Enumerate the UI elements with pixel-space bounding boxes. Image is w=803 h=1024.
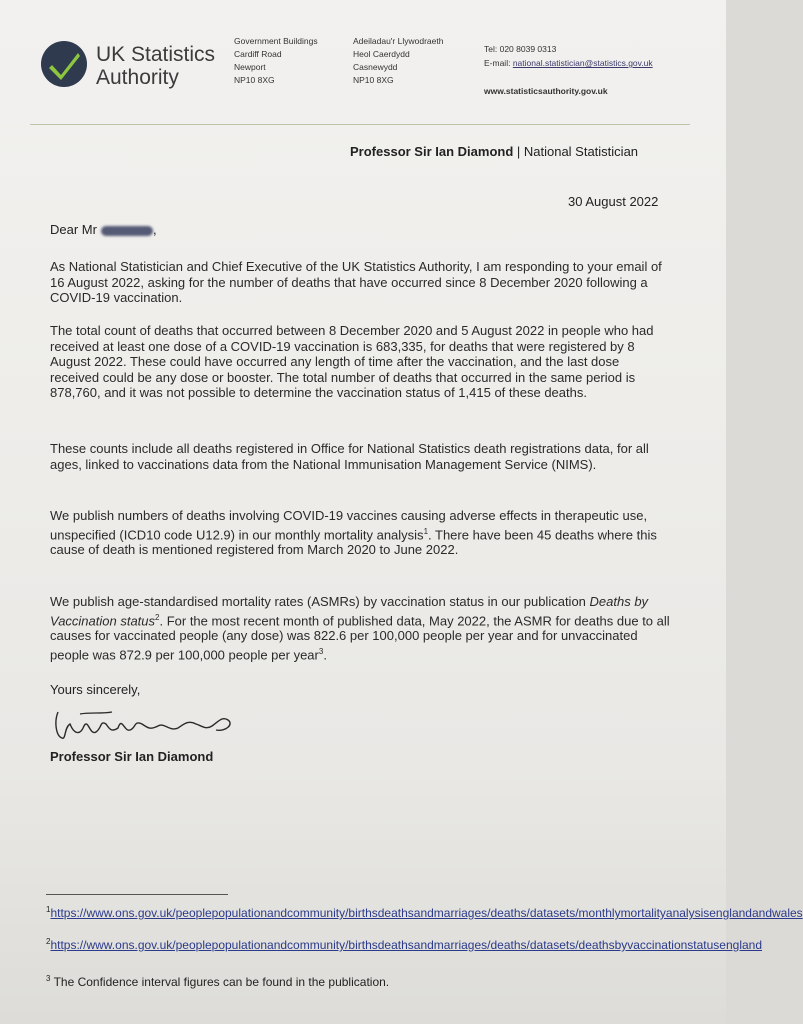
salutation-text: Dear Mr	[50, 222, 97, 237]
paragraph-1: As National Statistician and Chief Executive of the UK Statistics Authority, I am responding to your email of 16 August 2022, asking for the number of deaths that have occurred since 8 December 2020 following a COVID-19 vaccination.	[50, 259, 662, 305]
address-line: Government Buildings	[234, 36, 318, 46]
footnote-number: 1	[46, 905, 51, 914]
footnote-ref-2: 2	[155, 612, 160, 622]
address-line: NP10 8XG	[353, 75, 394, 85]
contact-details	[484, 42, 653, 70]
sender-heading	[350, 144, 638, 159]
telephone: Tel: 020 8039 0313	[484, 44, 557, 54]
website-link[interactable]: www.statisticsauthority.gov.uk	[484, 86, 608, 96]
address-line: Casnewydd	[353, 62, 398, 72]
email-link[interactable]: national.statistician@statistics.gov.uk	[512, 58, 653, 68]
footnote-3-text: The Confidence interval figures can be found in the publication.	[50, 975, 390, 989]
letter-date: 30 August 2022	[568, 194, 659, 209]
uk-statistics-authority-logo	[40, 40, 88, 88]
closing: Yours sincerely,	[50, 682, 141, 697]
address-welsh	[353, 35, 443, 87]
paragraph-4-text-end: . There have been 45 deaths where this cause of death is mentioned registered from March 2020 to June 2022.	[50, 526, 657, 558]
paragraph-5-text-end: .	[323, 647, 327, 663]
sender-name: Professor Sir Ian Diamond	[350, 144, 514, 159]
sender-role: | National Statistician	[513, 144, 639, 159]
footnote-3	[46, 972, 696, 990]
salutation	[50, 222, 157, 237]
address-line: Adeiladau'r Llywodraeth	[353, 36, 444, 46]
signer-name: Professor Sir Ian Diamond	[50, 749, 214, 764]
publication-title: Deaths by Vaccination status	[50, 594, 649, 628]
footnote-1	[46, 903, 803, 921]
paragraph-4-text: We publish numbers of deaths involving COVID-19 vaccines causing adverse effects in therapeutic use, unspecified (ICD10 code U12.9) in our monthly mortality analysis	[50, 508, 648, 542]
redacted-name	[101, 226, 153, 236]
handwritten-signature	[50, 702, 240, 746]
paragraph-2: The total count of deaths that occurred between 8 December 2020 and 5 August 2022 in people who had received at least one dose of a COVID-19 vaccination is 683,335, for deaths that were registered by 8 August 2022. These could have occurred any length of time after the vaccination, and the last dose received could be any dose or booster. The total number of deaths that occurred in the same period is 878,760, and it was not possible to determine the vaccination status of 1,415 of these deaths.	[50, 323, 654, 400]
footnote-number: 3	[46, 974, 51, 983]
brand-line-2: Authority	[96, 66, 179, 89]
address-line: Heol Caerdydd	[353, 49, 410, 59]
footnote-2	[46, 935, 763, 953]
footnote-number: 2	[46, 937, 51, 946]
address-english	[234, 35, 318, 87]
address-line: Cardiff Road	[234, 49, 282, 59]
paragraph-5-text: We publish age-standardised mortality rates (ASMRs) by vaccination status in our publication	[50, 594, 590, 609]
address-line: NP10 8XG	[234, 75, 275, 85]
paragraph-3: These counts include all deaths registered in Office for National Statistics death registrations data, for all ages, linked to vaccinations data from the National Immunisation Management Service (NIMS).	[50, 441, 649, 472]
footnote-1-link[interactable]: https://www.ons.gov.uk/peoplepopulationandcommunity/birthsdeathsandmarriages/deaths/datasets/monthlymortalityanalysisenglandandwales	[50, 906, 803, 920]
paragraph-5	[50, 594, 670, 663]
paragraph-5-text-mid: . For the most recent month of published data, May 2022, the ASMR for deaths due to all causes for vaccinated people (any dose) was 822.6 per 100,000 people per year and for unvaccinated people was 872.9 per 100,000 people per year	[50, 612, 670, 663]
brand-name	[96, 43, 215, 89]
footnote-2-link[interactable]: https://www.ons.gov.uk/peoplepopulationandcommunity/birthsdeathsandmarriages/deaths/datasets/deathsbyvaccinationstatusengland	[50, 938, 763, 952]
footnote-ref-1: 1	[423, 526, 429, 536]
footnote-divider	[46, 894, 228, 895]
email-label: E-mail:	[484, 58, 513, 68]
footnote-ref-3: 3	[318, 646, 324, 656]
email-line	[484, 56, 653, 70]
salutation-comma: ,	[152, 222, 157, 237]
address-line: Newport	[234, 62, 266, 72]
brand-line-1: UK Statistics	[96, 43, 216, 66]
header-divider	[30, 124, 690, 125]
paragraph-4	[50, 508, 670, 558]
